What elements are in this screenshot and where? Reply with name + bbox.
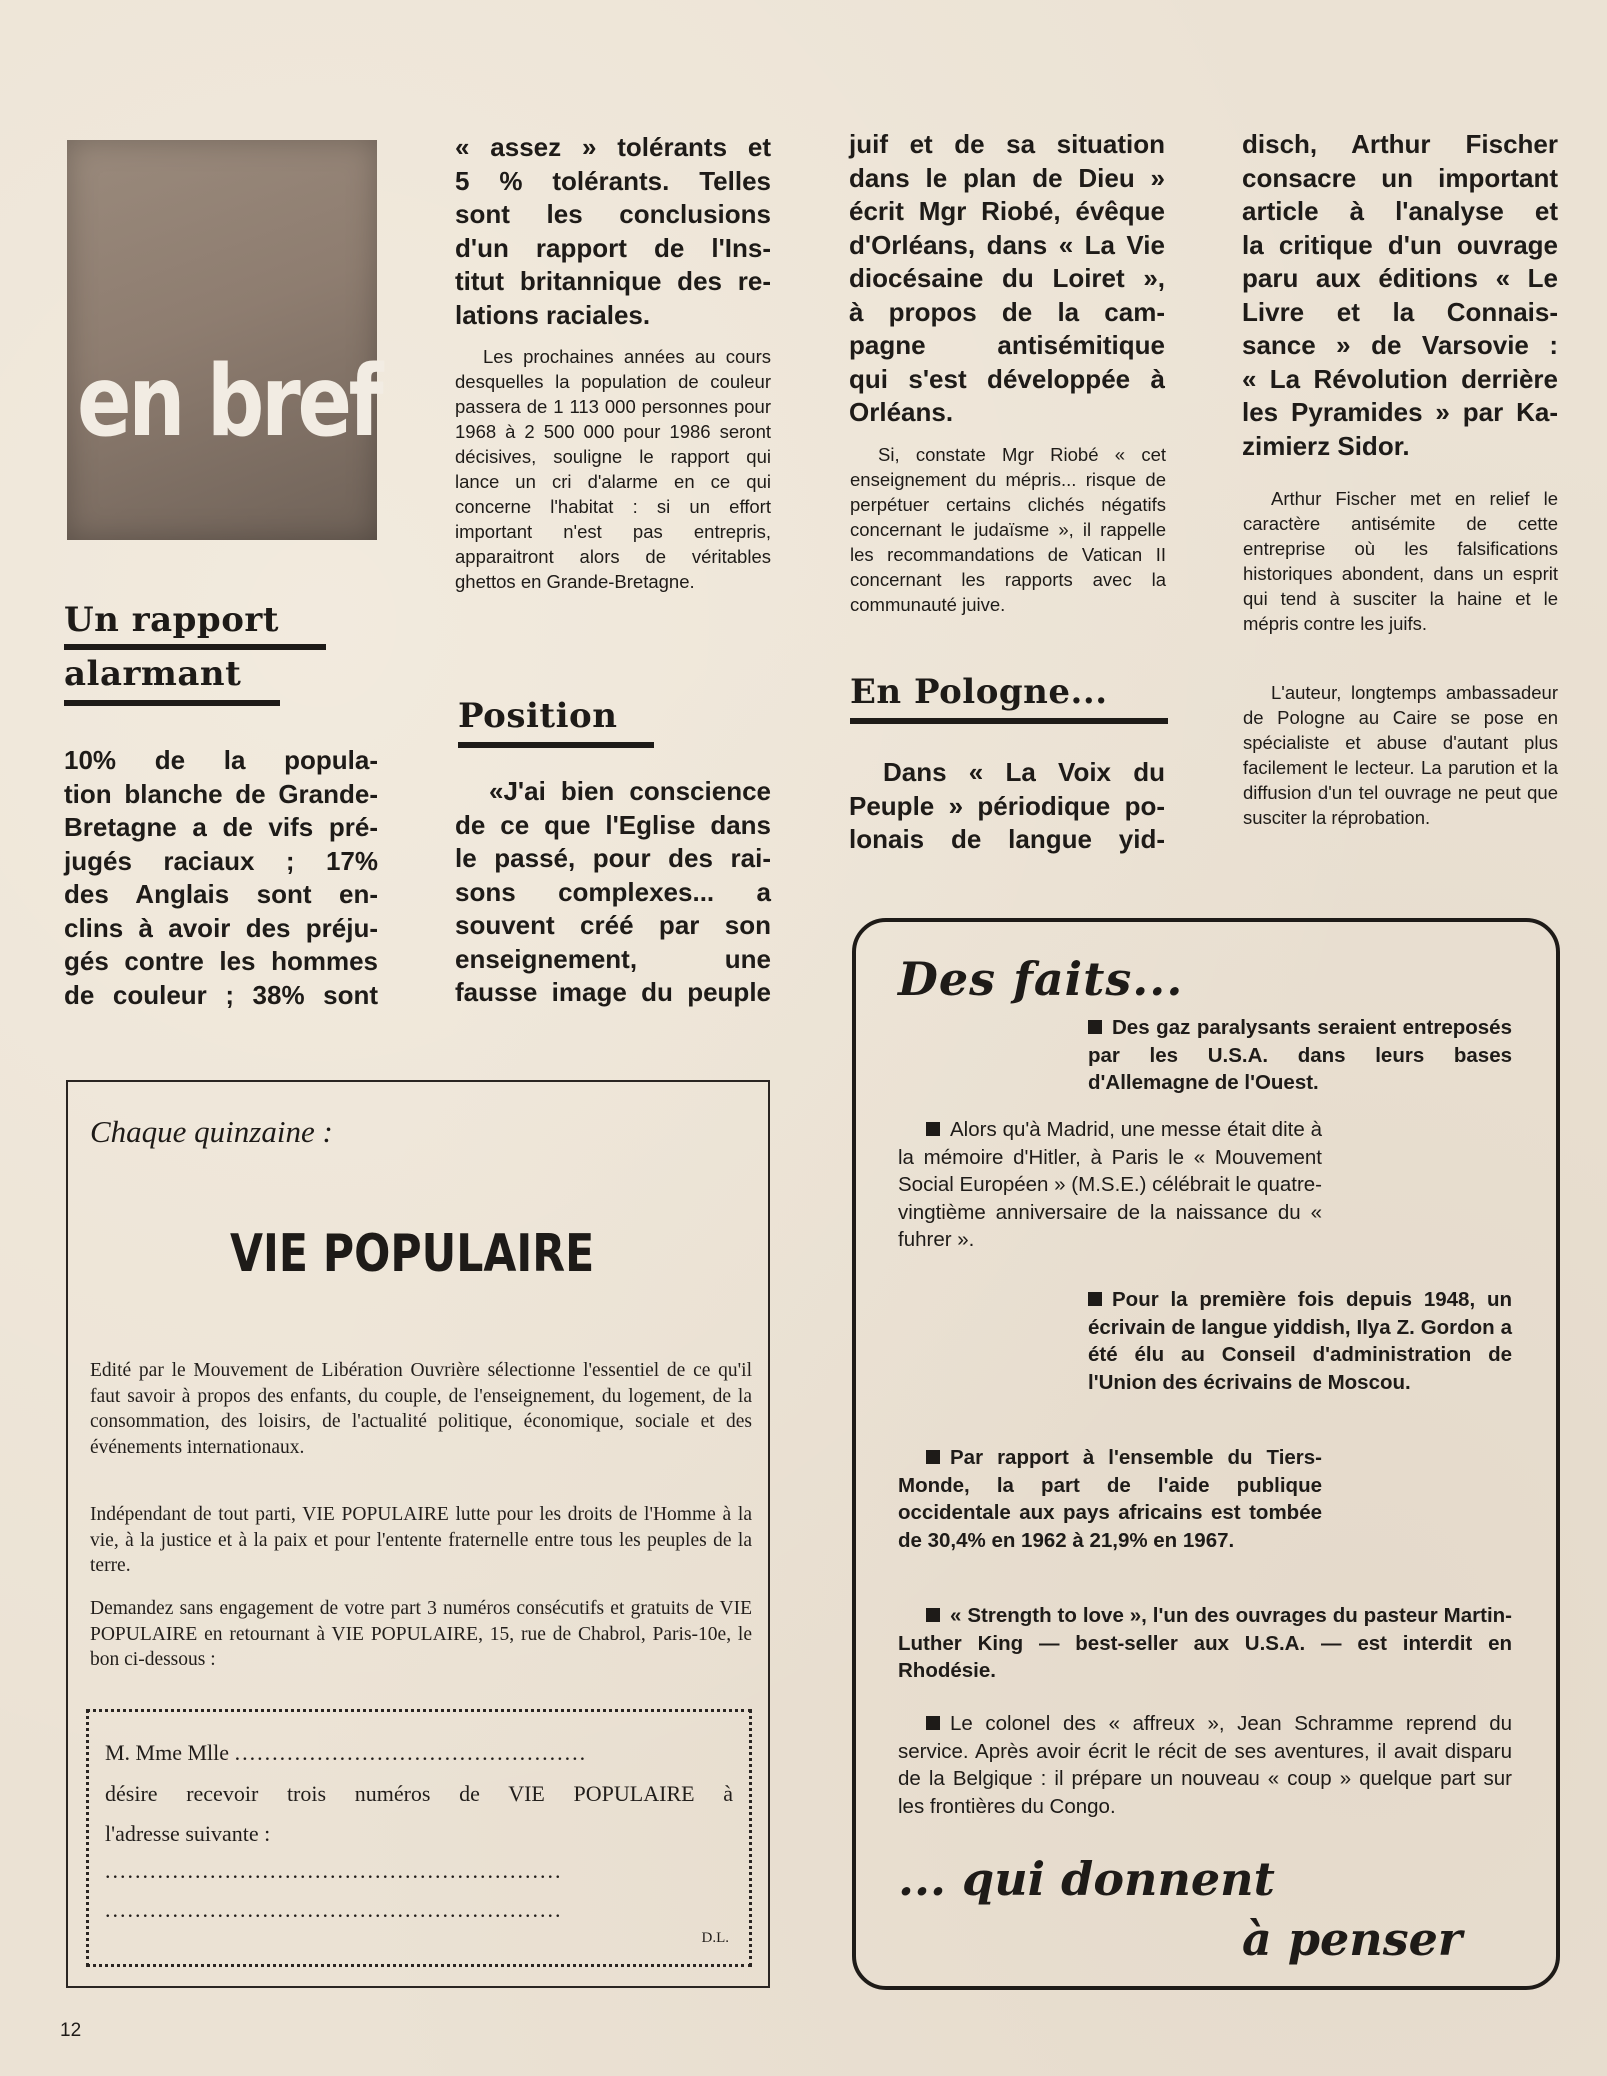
- heading-rapport-alarmant: [64, 600, 334, 706]
- col3-line: Peuple » périodique po-: [849, 790, 1165, 821]
- des-faits-footer-1: ... qui donnent: [898, 1852, 1275, 1906]
- col2-line: «J'ai bien conscience: [489, 776, 771, 806]
- des-faits-item: « Strength to love », l'un des ouvrages du pasteur Martin-Luther King — best-seller aux U.S.A. — est interdit en Rhodésie.: [898, 1604, 1512, 1682]
- heading-text: En Pologne...: [850, 672, 1108, 712]
- des-faits-item: Pour la première fois depuis 1948, un écrivain de langue yiddish, Ilya Z. Gordon a été élu au Conseil d'administration de l'Union des écrivains de Moscou.: [1088, 1288, 1512, 1394]
- vie-populaire-ad: [66, 1080, 770, 1988]
- col2-position-text: [455, 775, 771, 1010]
- col3-line: juif et de sa situation: [849, 129, 1165, 159]
- bullet-square-icon: [926, 1716, 940, 1730]
- heading-position: [458, 696, 698, 748]
- bullet-square-icon: [926, 1122, 940, 1136]
- col1-line: clins à avoir des préju-: [64, 912, 378, 943]
- col4-body-2: L'auteur, longtemps ambassadeur de Pologne au Caire se pose en spécialiste et abuse d'autant plus facilement le lecteur. La parution et la diffusion d'un tel ouvrage ne peut que susciter la réprobation.: [1243, 682, 1558, 828]
- vp-kicker: Chaque quinzaine :: [90, 1114, 333, 1149]
- heading-line-1: Un rapport: [64, 600, 279, 640]
- coupon-code: D.L.: [701, 1930, 729, 1946]
- col2-line: lations raciales.: [455, 299, 651, 330]
- col1-line: Bretagne a de vifs pré-: [64, 812, 378, 842]
- rule: [64, 700, 280, 706]
- des-faits-item: Alors qu'à Madrid, une messe était dite à la mémoire d'Hitler, à Paris le « Mouvement Social Européen » (M.S.E.) célébrait le quatre-vingtième anniversaire de la naissance du « fuhrer ».: [898, 1118, 1322, 1251]
- col2-line: fausse image du peuple: [455, 977, 771, 1007]
- en-bref-block: [67, 140, 381, 540]
- col1-line: 10% de la popula-: [64, 745, 378, 775]
- heading-text: Position: [458, 696, 618, 736]
- col2-line: « assez » tolérants et: [455, 132, 771, 162]
- col2-line: sons complexes... a: [455, 876, 771, 907]
- col3-line: lonais de langue yid-: [849, 824, 1165, 854]
- page-number: 12: [60, 2020, 82, 2041]
- col4-line: la critique d'un ouvrage: [1242, 229, 1558, 260]
- col4-line: disch, Arthur Fischer: [1242, 129, 1558, 159]
- col4-line: consacre un important: [1242, 162, 1558, 193]
- col3-line: d'Orléans, dans « La Vie: [849, 229, 1165, 260]
- bullet-square-icon: [1088, 1292, 1102, 1306]
- col1-line: de couleur ; 38% sont: [64, 979, 378, 1010]
- col3-line: Orléans.: [849, 397, 954, 427]
- col4-line: « La Révolution derrière: [1242, 363, 1558, 394]
- coupon-line: désire recevoir trois numéros de VIE POPULAIRE à: [105, 1781, 733, 1806]
- des-faits-item: Des gaz paralysants seraient entreposés par les U.S.A. dans leurs bases d'Allemagne de l'Ouest.: [1088, 1016, 1512, 1094]
- col2-line: enseignement, une: [455, 943, 771, 974]
- col2-body: Les prochaines années au cours desquelles la population de couleur passera de 1 113 000 personnes pour 1968 à 2 500 000 pour 1986 seront décisives, souligne le rapport qui lance un cri d'alarme en ce qui concerne l'habitat : si un effort important n'est pas entrepris, apparaitront alors de véritables ghettos en Grande-Bretagne.: [455, 346, 771, 592]
- col3-line: pagne antisémitique: [849, 330, 1165, 360]
- col3-pologne-text: [849, 756, 1165, 857]
- col2-line: le passé, pour des rai-: [455, 843, 771, 873]
- col2-line: sont les conclusions: [455, 199, 771, 229]
- des-faits-title: Des faits...: [898, 952, 1184, 1006]
- col3-line: Dans « La Voix du: [883, 757, 1165, 787]
- rule: [458, 742, 654, 748]
- col1-line: jugés raciaux ; 17%: [64, 845, 378, 876]
- col3-line: écrit Mgr Riobé, évêque: [849, 196, 1165, 226]
- col4-line: Livre et la Connais-: [1242, 296, 1558, 327]
- des-faits-box: [852, 918, 1560, 1990]
- col3-body: Si, constate Mgr Riobé « cet enseignement du mépris... risque de perpétuer certains clichés négatifs concernant le judaïsme », il rappelle les recommandations de Vatican II concernant les rapports avec la communauté juive.: [850, 444, 1166, 615]
- bullet-square-icon: [1088, 1020, 1102, 1034]
- col2-line: 5 % tolérants. Telles: [455, 165, 771, 196]
- col2-line: titut britannique des re-: [455, 266, 771, 296]
- col1-text: [64, 744, 378, 1012]
- bullet-square-icon: [926, 1450, 940, 1464]
- bullet-square-icon: [926, 1608, 940, 1622]
- rule: [850, 718, 1168, 724]
- col4-line: sance » de Varsovie :: [1242, 330, 1558, 360]
- coupon-line: l'adresse suivante :: [105, 1821, 271, 1846]
- col3-line: dans le plan de Dieu »: [849, 162, 1165, 193]
- col1-line: des Anglais sont en-: [64, 879, 378, 909]
- col2-line: souvent créé par son: [455, 910, 771, 940]
- des-faits-item: Par rapport à l'ensemble du Tiers-Monde, la part de l'aide publique occidentale aux pays africains est tombée de 30,4% en 1962 à 21,9% en 1967.: [898, 1446, 1322, 1552]
- col2-line: d'un rapport de l'Ins-: [455, 232, 771, 263]
- rule: [64, 644, 326, 650]
- col4-lead: [1242, 128, 1558, 463]
- vp-title: VIE POPULAIRE: [230, 1224, 595, 1284]
- coupon-name-line[interactable]: [105, 1740, 733, 1766]
- col1-line: tion blanche de Grande-: [64, 778, 378, 809]
- col3-line: qui s'est développée à: [849, 363, 1165, 394]
- col2-lead: [455, 131, 771, 332]
- col4-line: paru aux éditions « Le: [1242, 263, 1558, 293]
- col1-line: gés contre les hommes: [64, 946, 378, 976]
- des-faits-footer-2: à penser: [1242, 1912, 1463, 1966]
- col2-line: de ce que l'Eglise dans: [455, 809, 771, 840]
- des-faits-item: Le colonel des « affreux », Jean Schramme reprend du service. Après avoir écrit le récit de ses aventures, il avait disparu de la Belgique : il prépare un nouveau « coup » quelque part sur les frontières du Congo.: [898, 1712, 1512, 1818]
- vp-paragraph-1: Edité par le Mouvement de Libération Ouvrière sélectionne l'essentiel de ce qu'il faut savoir à propos des enfants, du couple, de l'enseignement, du logement, de la consommation, des loisirs, de l'actualité politique, économique, sociale et des événements internationaux.: [90, 1360, 752, 1458]
- coupon-name-field[interactable]: ...............................................: [234, 1740, 588, 1765]
- col3-line: diocésaine du Loiret »,: [849, 263, 1165, 293]
- coupon-name-label: M. Mme Mlle: [105, 1740, 230, 1765]
- col4-line: zimierz Sidor.: [1242, 430, 1410, 461]
- en-bref-label: en bref: [77, 345, 381, 459]
- col3-line: à propos de la cam-: [849, 296, 1165, 327]
- col4-line: article à l'analyse et: [1242, 196, 1558, 226]
- col3-lead: [849, 128, 1165, 430]
- subscription-coupon[interactable]: [86, 1709, 752, 1967]
- heading-line-2: alarmant: [64, 654, 242, 694]
- vp-paragraph-2: Indépendant de tout parti, VIE POPULAIRE lutte pour les droits de l'Homme à la vie, à la justice et à la paix et pour l'entente fraternelle entre tous les peuples de la terre.: [90, 1504, 752, 1576]
- col4-line: les Pyramides » par Ka-: [1242, 397, 1558, 427]
- col4-body-1: Arthur Fischer met en relief le caractère antisémite de cette entreprise où les falsifications historiques abondent, dans un esprit qui tend à susciter la haine et le mépris contre les juifs.: [1243, 488, 1558, 634]
- coupon-address-field[interactable]: .............................................................: [105, 1858, 563, 1883]
- coupon-address-field[interactable]: .............................................................: [105, 1897, 563, 1922]
- heading-en-pologne: [850, 672, 1170, 724]
- vp-paragraph-3: Demandez sans engagement de votre part 3 numéros consécutifs et gratuits de VIE POPULAIRE en retournant à VIE POPULAIRE, 15, rue de Chabrol, Paris-10e, le bon ci-dessous :: [90, 1598, 752, 1670]
